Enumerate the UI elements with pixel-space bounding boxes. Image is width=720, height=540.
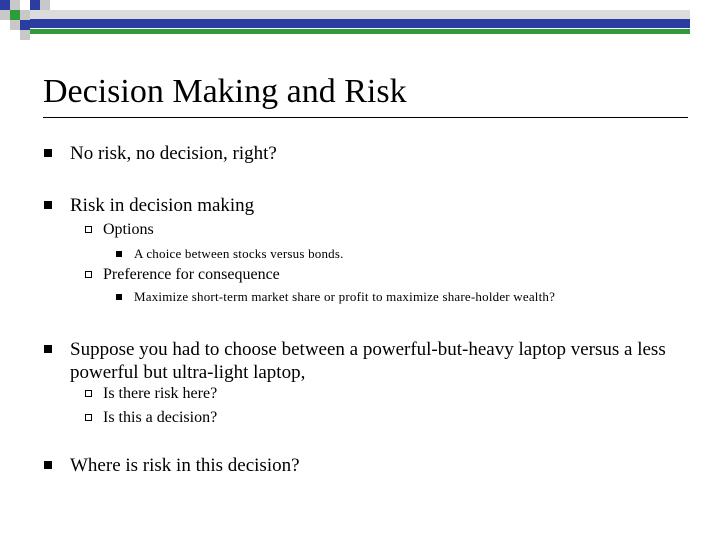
sub-bullet-text: Is this a decision? bbox=[103, 409, 218, 426]
deco-square-8 bbox=[30, 0, 40, 10]
sub-bullet-hollow-square-icon bbox=[85, 271, 92, 278]
subsub-bullet-text: A choice between stocks versus bonds. bbox=[134, 246, 344, 261]
deco-square-9 bbox=[40, 0, 50, 10]
deco-square-3 bbox=[0, 10, 10, 20]
sub-bullet-text: Preference for consequence bbox=[103, 266, 280, 283]
sub-bullet-hollow-square-icon bbox=[85, 390, 92, 397]
header-decoration bbox=[0, 0, 720, 50]
deco-square-6 bbox=[10, 20, 20, 30]
sub-bullet-hollow-square-icon bbox=[85, 226, 92, 233]
deco-square-4 bbox=[10, 10, 20, 20]
deco-square-1 bbox=[0, 0, 10, 10]
title-divider bbox=[43, 117, 688, 118]
deco-square-2 bbox=[10, 0, 20, 10]
slide-title: Decision Making and Risk bbox=[43, 73, 407, 110]
bullet-square-icon bbox=[44, 461, 52, 469]
bullet-square-icon bbox=[44, 149, 52, 157]
deco-green-line bbox=[30, 29, 690, 34]
subsub-bullet-square-icon bbox=[116, 251, 122, 257]
bullet-text: Suppose you had to choose between a powerful-but-heavy laptop versus a less powerful but ultra-light laptop, bbox=[70, 339, 666, 383]
deco-square-7 bbox=[20, 20, 30, 30]
bullet-square-icon bbox=[44, 345, 52, 353]
sub-bullet-text: Options bbox=[103, 221, 154, 238]
bullet-text: Risk in decision making bbox=[70, 195, 255, 216]
deco-square-5 bbox=[20, 10, 30, 20]
deco-square-10 bbox=[20, 30, 30, 40]
subsub-bullet-square-icon bbox=[116, 294, 122, 300]
bullet-text: Where is risk in this decision? bbox=[70, 455, 300, 476]
sub-bullet-text: Is there risk here? bbox=[103, 385, 218, 402]
deco-gray-bar bbox=[30, 10, 690, 19]
subsub-bullet-text: Maximize short-term market share or profit to maximize share-holder wealth? bbox=[134, 289, 556, 304]
sub-bullet-hollow-square-icon bbox=[85, 414, 92, 421]
bullet-text: No risk, no decision, right? bbox=[70, 143, 277, 164]
bullet-square-icon bbox=[44, 201, 52, 209]
